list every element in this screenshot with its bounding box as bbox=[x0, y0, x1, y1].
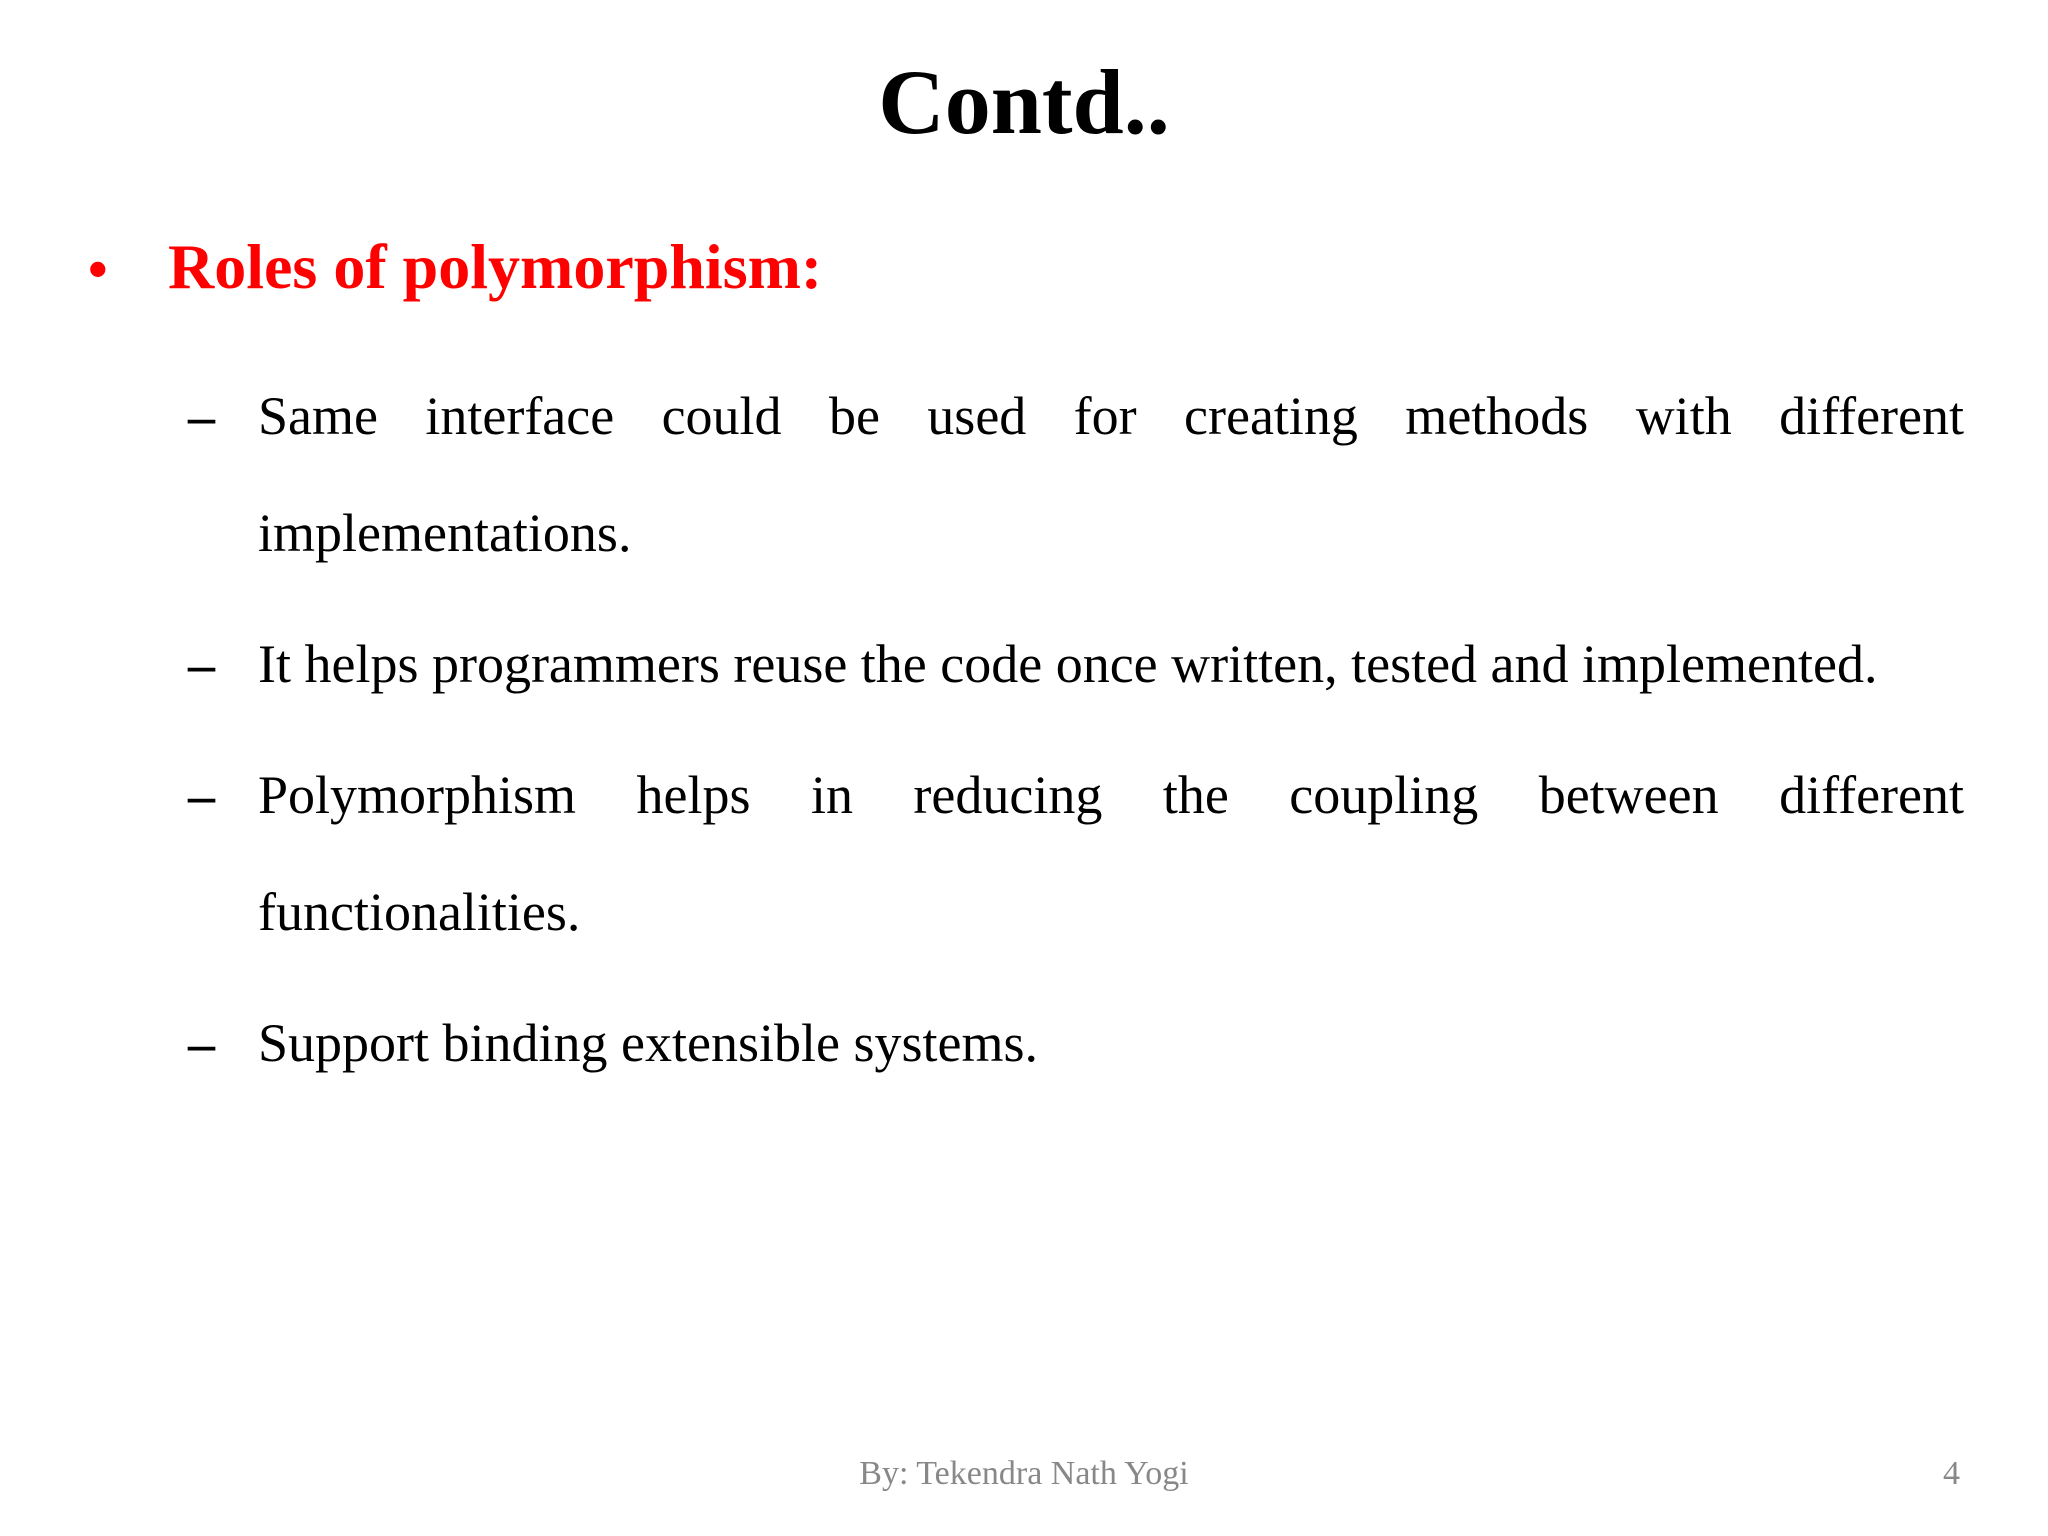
main-bullet bbox=[88, 222, 1968, 315]
main-bullet-text: Roles of polymorphism: bbox=[168, 231, 823, 302]
dash-icon: – bbox=[188, 1013, 215, 1073]
sub-bullet-item bbox=[188, 606, 1964, 723]
bullet-dot-icon: • bbox=[88, 239, 108, 301]
sub-bullet-text: Polymorphism helps in reducing the coupling between different functionalities. bbox=[258, 765, 1964, 942]
sub-bullet-item bbox=[188, 737, 1964, 971]
sub-bullet-text: Same interface could be used for creating methods with different implementations. bbox=[258, 386, 1964, 563]
dash-icon: – bbox=[188, 634, 215, 694]
sub-bullet-list bbox=[188, 358, 1964, 1116]
sub-bullet-item bbox=[188, 985, 1964, 1102]
sub-bullet-text: Support binding extensible systems. bbox=[258, 1013, 1038, 1073]
dash-icon: – bbox=[188, 386, 215, 446]
slide-title: Contd.. bbox=[878, 51, 1170, 153]
dash-icon: – bbox=[188, 765, 215, 825]
page-number: 4 bbox=[1943, 1455, 1960, 1492]
footer-author: By: Tekendra Nath Yogi bbox=[859, 1455, 1189, 1492]
sub-bullet-item bbox=[188, 358, 1964, 592]
sub-bullet-text: It helps programmers reuse the code once written, tested and implemented. bbox=[258, 634, 1878, 694]
